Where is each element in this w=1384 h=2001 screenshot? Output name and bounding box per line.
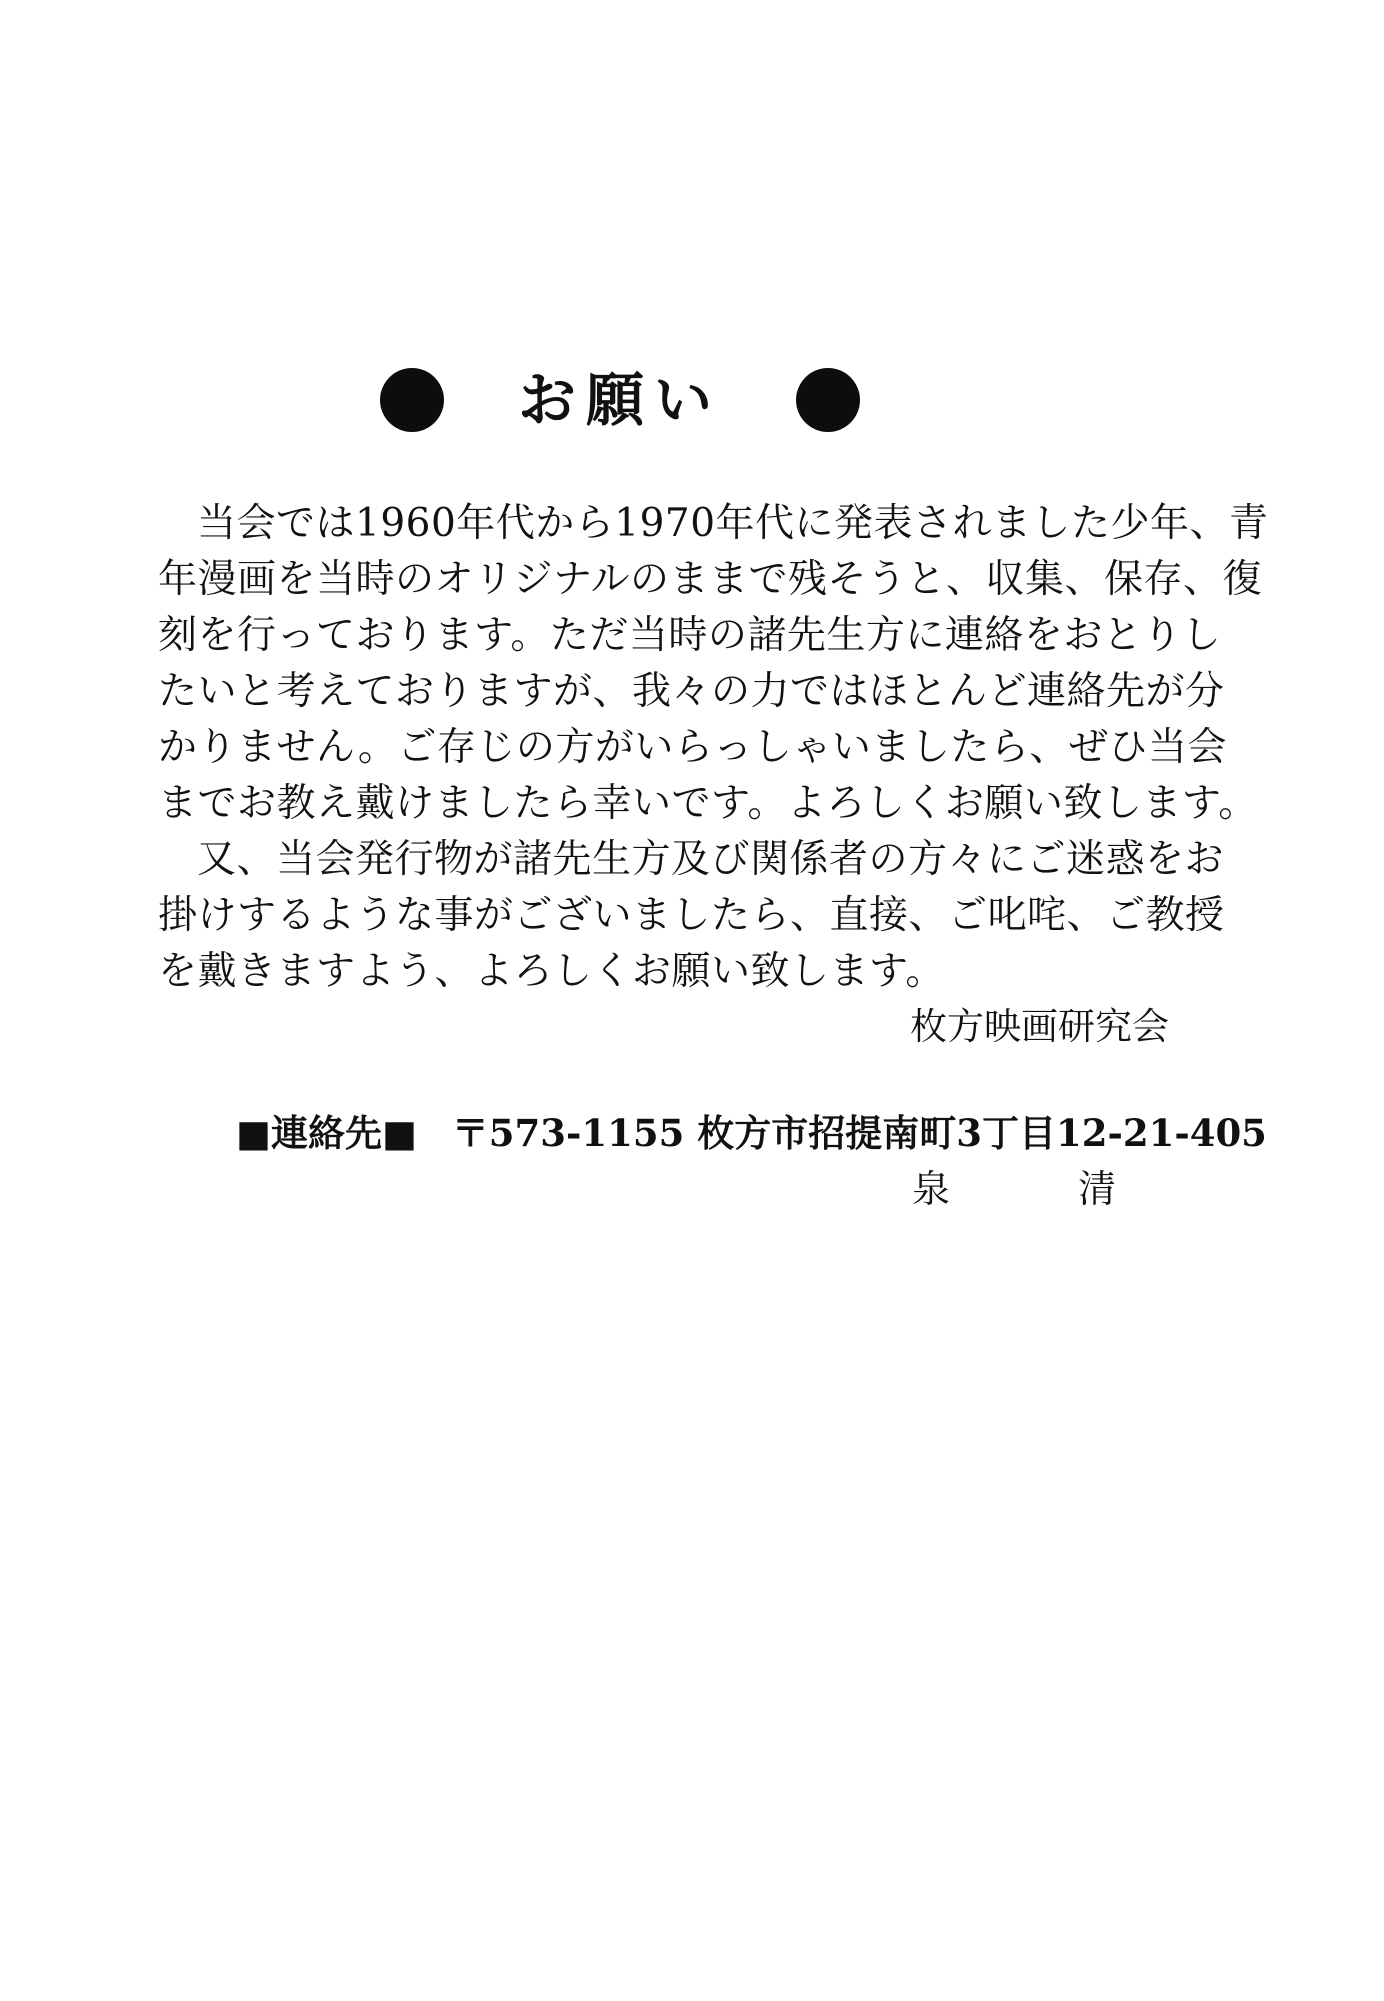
right-bullet-icon bbox=[796, 368, 860, 432]
paragraph-1-line: 当会では1960年代から1970年代に発表されました少年、青 bbox=[197, 501, 1269, 546]
paragraph-2-line: を戴きますよう、よろしくお願い致します。 bbox=[158, 949, 945, 994]
paragraph-1-line: 年漫画を当時のオリジナルのままで残そうと、収集、保存、復 bbox=[158, 557, 1263, 602]
page-title: お願い bbox=[517, 366, 722, 434]
left-bullet-icon bbox=[380, 368, 444, 432]
paragraph-2-line: 掛けするような事がございましたら、直接、ご叱咤、ご教授 bbox=[158, 893, 1225, 938]
paragraph-1-line: までお教え戴けましたら幸いです。よろしくお願い致します。 bbox=[158, 781, 1258, 826]
contact-name: 泉 清 bbox=[912, 1167, 1175, 1211]
paragraph-1-line: 刻を行っております。ただ当時の諸先生方に連絡をおとりし bbox=[158, 613, 1222, 658]
organization-signature: 枚方映画研究会 bbox=[910, 1005, 1169, 1048]
paragraph-1-line: かりません。ご存じの方がいらっしゃいましたら、ぜひ当会 bbox=[158, 725, 1227, 770]
paragraph-2 bbox=[158, 832, 1258, 1000]
paragraph-1 bbox=[158, 496, 1269, 832]
paragraph-1-line: たいと考えておりますが、我々の力ではほとんど連絡先が分 bbox=[158, 669, 1225, 714]
contact-label: ■連絡先■ bbox=[236, 1111, 417, 1155]
paragraph-2-line: 又、当会発行物が諸先生方及び関係者の方々にご迷惑をお bbox=[197, 837, 1225, 882]
contact-address: 〒573-1155 枚方市招提南町3丁目12-21-405 bbox=[451, 1111, 1267, 1155]
title-row bbox=[380, 358, 860, 442]
body-text bbox=[158, 496, 1269, 1000]
contact-info bbox=[236, 1108, 1267, 1158]
